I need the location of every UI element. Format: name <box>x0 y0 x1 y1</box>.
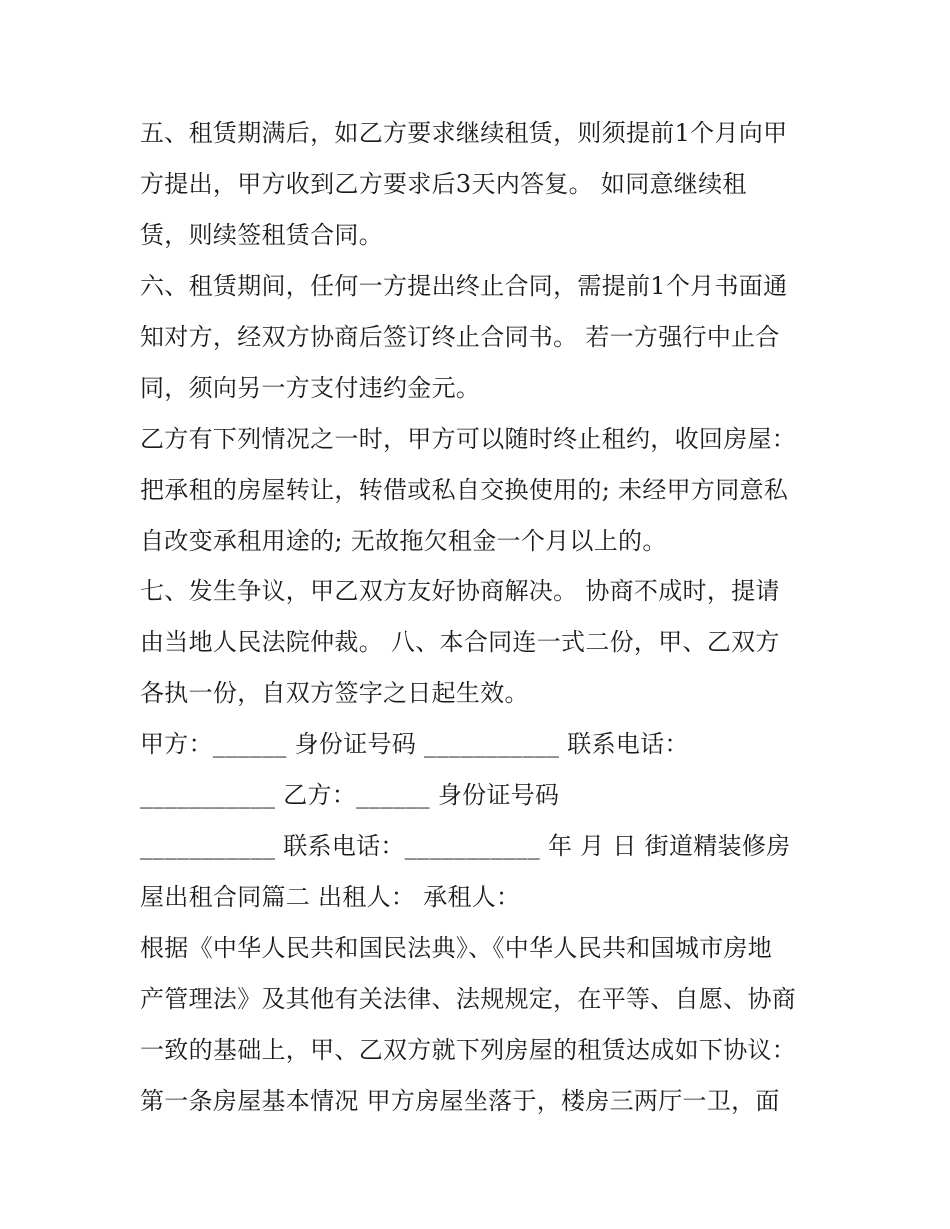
text-line: 屋出租合同篇二 出租人： 承租人： <box>140 883 521 912</box>
text-line: 由当地人民法院仲裁。 八、本合同连一式二份，甲、乙双方 <box>140 628 780 657</box>
text-line: 一致的基础上，甲、乙双方就下列房屋的租赁达成如下协议： <box>140 1035 797 1064</box>
text-line: ___________ 乙方：______ 身份证号码 <box>140 781 560 810</box>
text-line: 方提出，甲方收到乙方要求后3天内答复。 如同意继续租 <box>140 169 747 198</box>
text-line: 根据《中华人民共和国民法典》、《中华人民共和国城市房地 <box>140 934 773 962</box>
text-line: 产管理法》及其他有关法律、法规规定，在平等、自愿、协商 <box>140 984 797 1013</box>
text-line: 知对方，经双方协商后签订终止合同书。 若一方强行中止合 <box>140 322 780 351</box>
text-line: ___________ 联系电话：___________ 年 月 日 街道精装修房 <box>140 832 791 861</box>
text-line: 把承租的房屋转让，转借或私自交换使用的; 未经甲方同意私 <box>140 475 789 504</box>
text-line: 五、租赁期满后，如乙方要求继续租赁，则须提前1个月向甲 <box>140 119 788 147</box>
text-line: 赁，则续签租赁合同。 <box>140 220 383 249</box>
text-line: 各执一份，自双方签字之日起生效。 <box>140 679 529 708</box>
contract-text <box>140 108 820 1127</box>
text-line: 第一条房屋基本情况 甲方房屋坐落于，楼房三两厅一卫，面 <box>140 1086 780 1115</box>
text-line: 同，须向另一方支付违约金元。 <box>140 373 481 402</box>
text-line: 七、发生争议，甲乙双方友好协商解决。 协商不成时，提请 <box>140 577 780 606</box>
text-line: 甲方：______ 身份证号码 ___________ 联系电话： <box>140 730 689 759</box>
text-line: 六、租赁期间，任何一方提出终止合同，需提前1个月书面通 <box>140 271 788 300</box>
text-line: 乙方有下列情况之一时，甲方可以随时终止租约，收回房屋： <box>140 424 797 453</box>
text-line: 自改变承租用途的; 无故拖欠租金一个月以上的。 <box>140 526 667 555</box>
